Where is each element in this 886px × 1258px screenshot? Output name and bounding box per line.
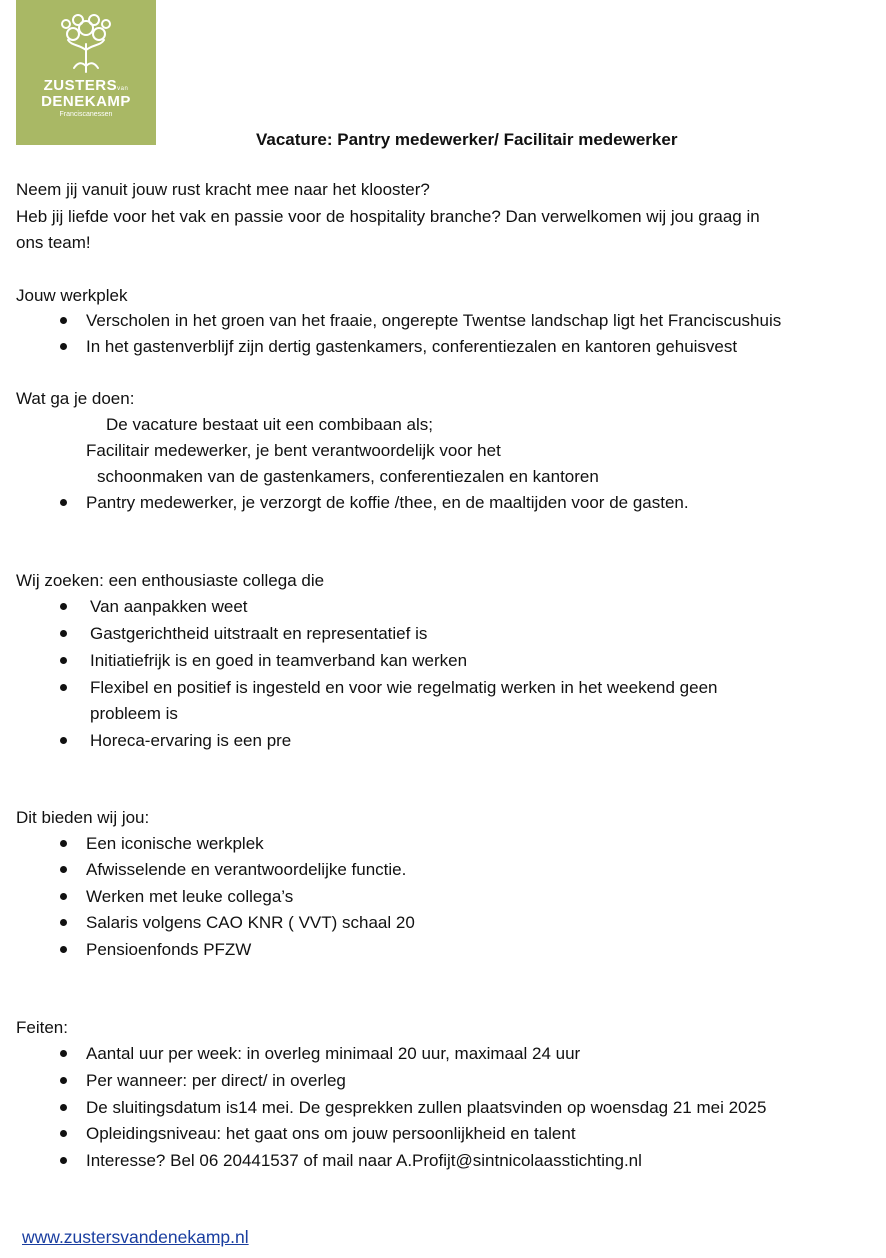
section-heading-feiten: Feiten: [16,1018,68,1037]
logo-line2: DENEKAMP [41,93,131,110]
bullet-icon [60,657,67,664]
bullet-icon [60,603,67,610]
list-item: In het gastenverblijf zijn dertig gastenkamers, conferentiezalen en kantoren gehuisvest [86,337,738,356]
bullet-icon [60,1157,67,1164]
list-item: Een iconische werkplek [86,834,264,853]
doen-line-3: schoonmaken van de gastenkamers, conferentiezalen en kantoren [97,467,599,486]
list-item: Per wanneer: per direct/ in overleg [86,1071,346,1090]
section-heading-bieden: Dit bieden wij jou: [16,808,150,827]
list-item: Interesse? Bel 06 20441537 of mail naar A.Profijt@sintnicolaasstichting.nl [86,1151,642,1170]
bullet-icon [60,1130,67,1137]
list-item: Aantal uur per week: in overleg minimaal 20 uur, maximaal 24 uur [86,1044,581,1063]
intro-question-2: Heb jij liefde voor het vak en passie voor de hospitality branche? Dan verwelkomen wij jou graag in [16,207,760,226]
bullet-icon [60,1104,67,1111]
bullet-icon [60,919,67,926]
list-item: Horeca-ervaring is een pre [90,731,292,750]
bullet-icon [60,684,67,691]
bullet-icon [60,840,67,847]
section-heading-werkplek: Jouw werkplek [16,286,128,305]
bullet-icon [60,499,67,506]
bullet-icon [60,343,67,350]
doen-line-1: De vacature bestaat uit een combibaan als; [106,415,433,434]
bullet-icon [60,946,67,953]
website-link[interactable]: www.zustersvandenekamp.nl [22,1227,249,1247]
bullet-icon [60,630,67,637]
intro-question-2-cont: ons team! [16,233,91,252]
bullet-icon [60,866,67,873]
logo-line1: ZUSTERSvan [43,77,129,94]
list-item: Initiatiefrijk is en goed in teamverband kan werken [90,651,468,670]
list-item: Van aanpakken weet [90,597,248,616]
list-item: De sluitingsdatum is14 mei. De gesprekken zullen plaatsvinden op woensdag 21 mei 2025 [86,1098,767,1117]
intro-question-1: Neem jij vanuit jouw rust kracht mee naar het klooster? [16,180,430,199]
list-item: Salaris volgens CAO KNR ( VVT) schaal 20 [86,913,415,932]
bullet-icon [60,1077,67,1084]
list-item: Pantry medewerker, je verzorgt de koffie /thee, en de maaltijden voor de gasten. [86,493,689,512]
bullet-icon [60,893,67,900]
list-item: Flexibel en positief is ingesteld en voor wie regelmatig werken in het weekend geen [90,678,718,697]
list-item: Verscholen in het groen van het fraaie, ongerepte Twentse landschap ligt het Franciscushuis [86,311,782,330]
list-item: Gastgerichtheid uitstraalt en representatief is [90,624,428,643]
logo [16,0,156,145]
doen-line-2: Facilitair medewerker, je bent verantwoordelijk voor het [86,441,501,460]
bullet-icon [60,317,67,324]
bullet-icon [60,1050,67,1057]
page-title: Vacature: Pantry medewerker/ Facilitair medewerker [256,130,678,149]
list-item: Opleidingsniveau: het gaat ons om jouw persoonlijkheid en talent [86,1124,576,1143]
section-heading-zoeken: Wij zoeken: een enthousiaste collega die [16,571,325,590]
section-heading-doen: Wat ga je doen: [16,389,135,408]
bullet-icon [60,737,67,744]
list-item: Pensioenfonds PFZW [86,940,252,959]
list-item: Afwisselende en verantwoordelijke functie. [86,860,407,879]
tree-emblem-icon [16,0,156,80]
list-item-continuation: probleem is [90,704,178,723]
logo-line3: Franciscanessen [59,111,113,118]
list-item: Werken met leuke collega’s [86,887,294,906]
